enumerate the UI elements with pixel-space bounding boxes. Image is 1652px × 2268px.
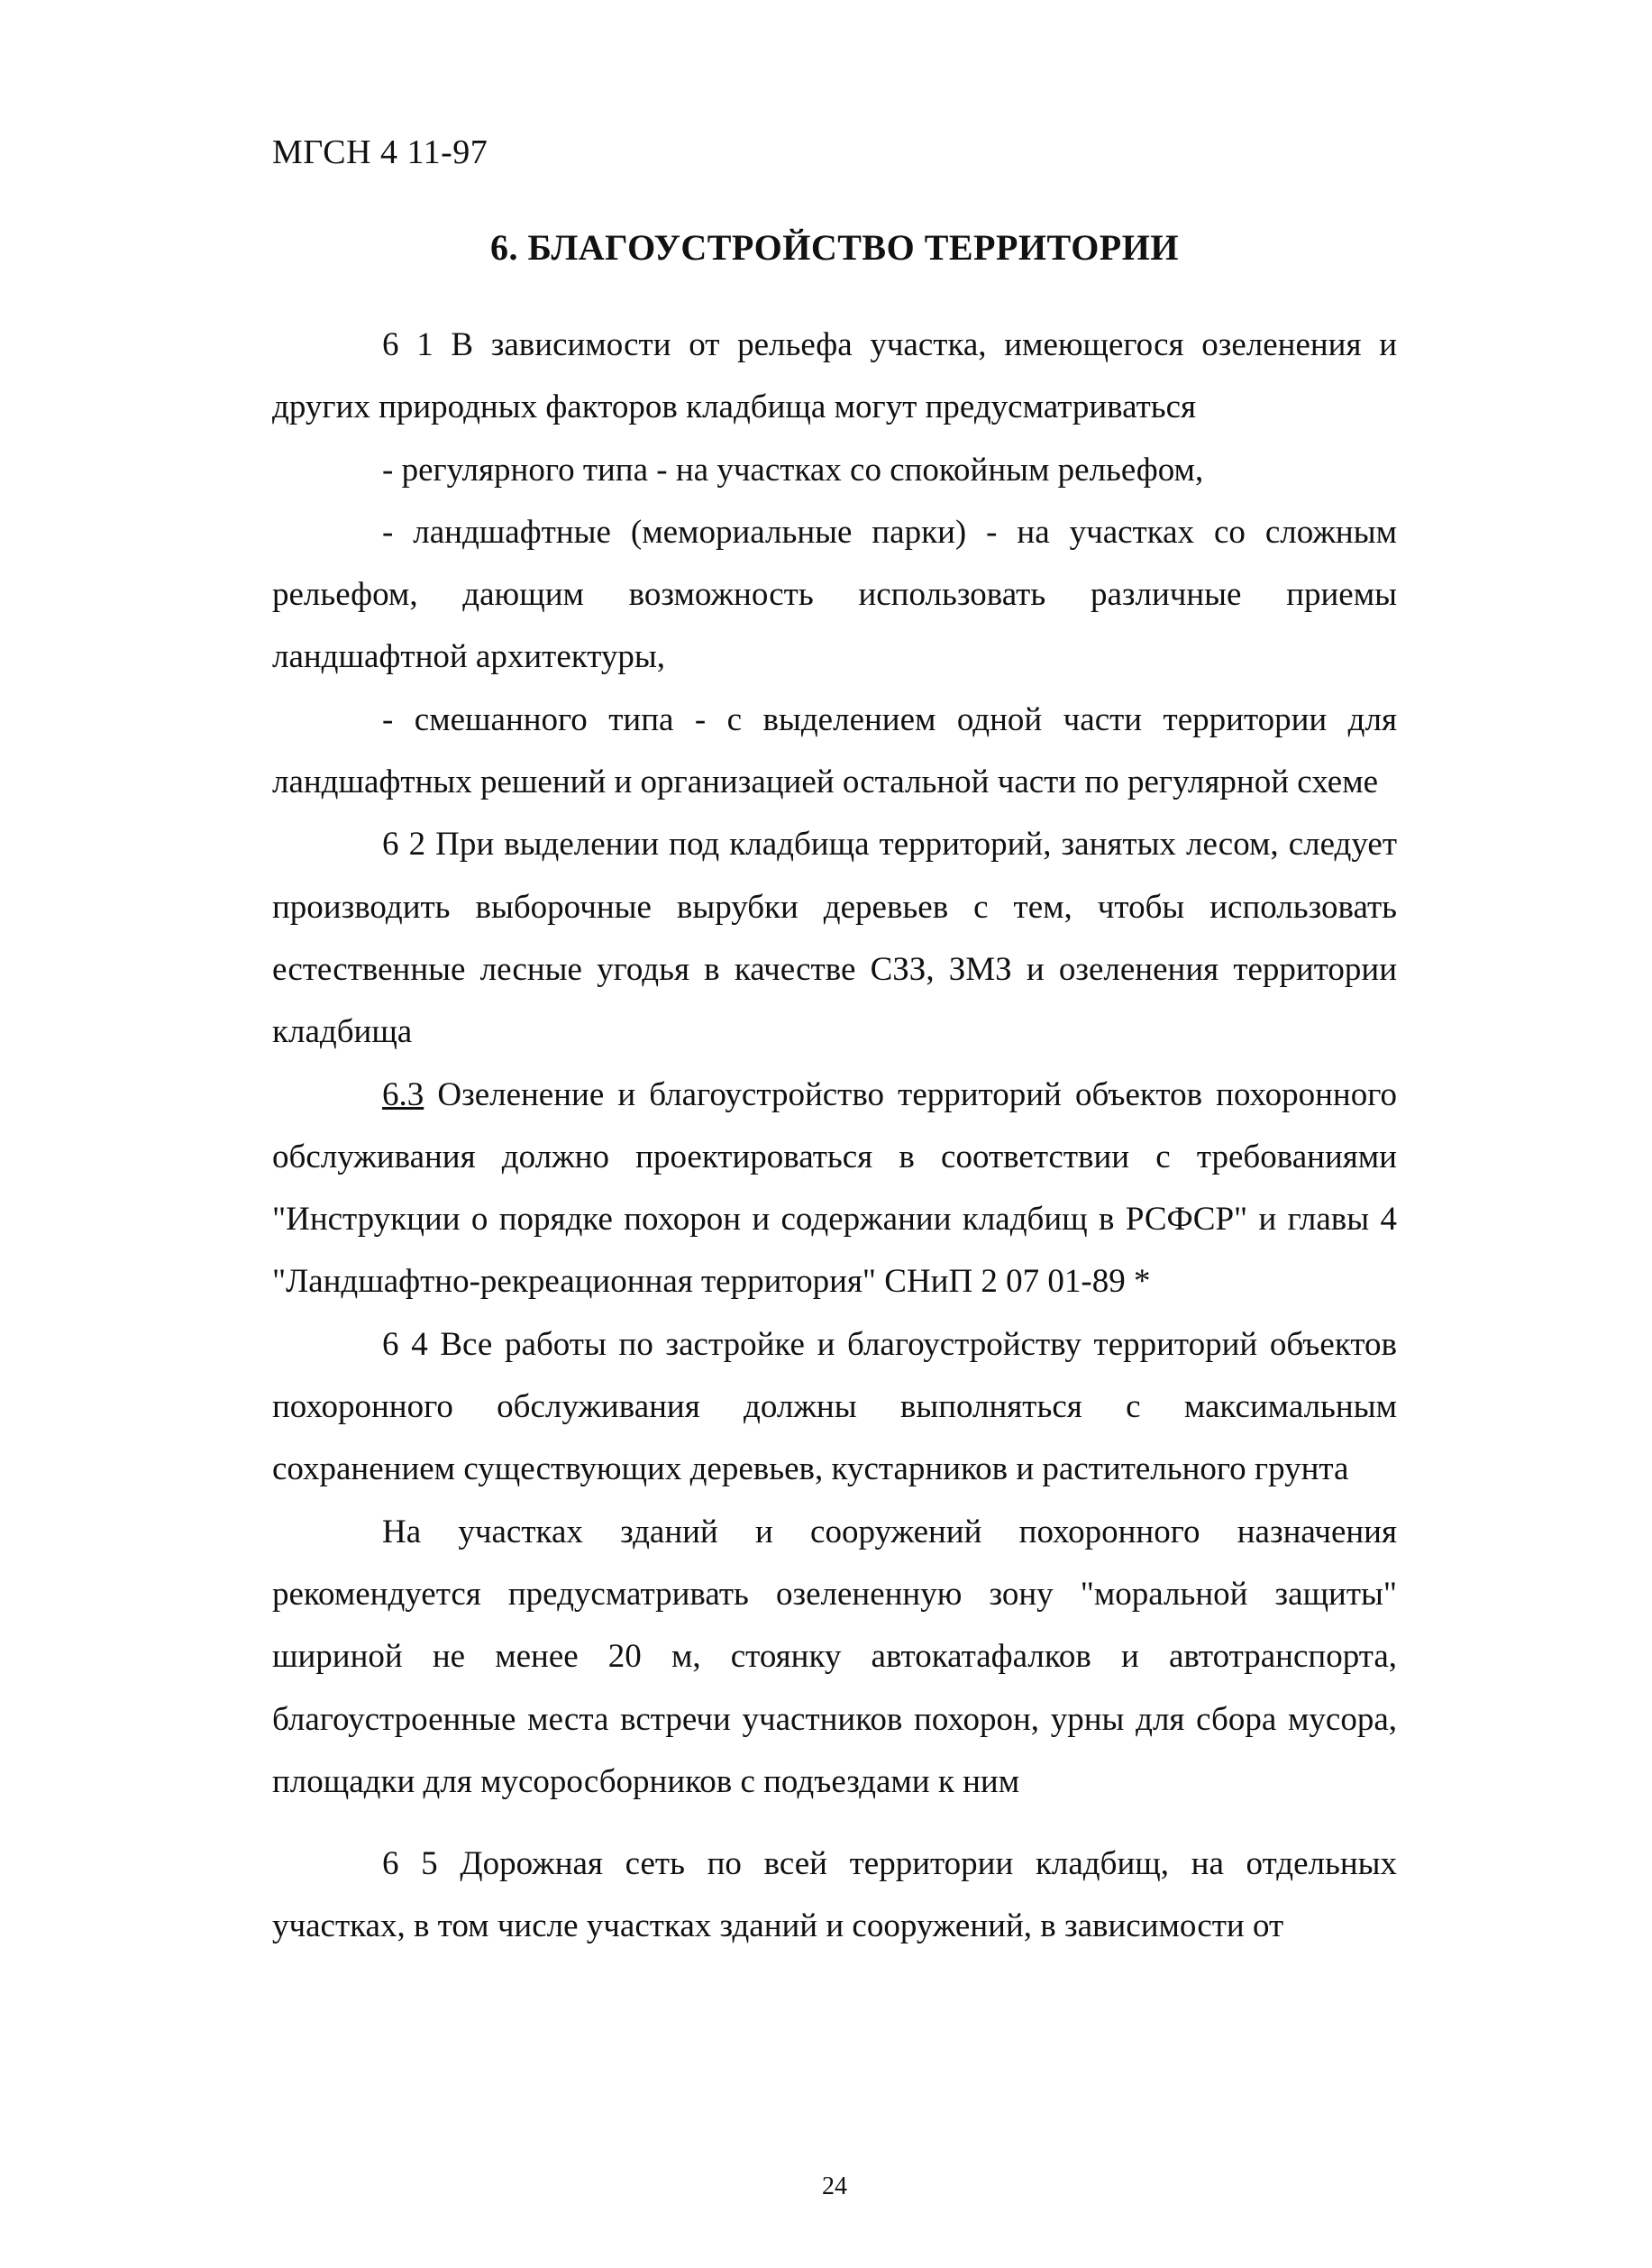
document-body (272, 314, 1397, 1958)
section-title: 6. БЛАГОУСТРОЙСТВО ТЕРРИТОРИИ (490, 227, 1179, 268)
paragraph-6-3 (272, 1064, 1397, 1313)
paragraph-6-3-number: 6.3 (382, 1075, 424, 1113)
paragraph-6-1: 6 1 В зависимости от рельефа участка, имеющегося озеленения и других природных факторов кладбища могут предусматриваться (272, 326, 1397, 426)
paragraph-6-5: 6 5 Дорожная сеть по всей территории кладбищ, на отдельных участках, в том числе участках зданий и сооружений, в зависимости от (272, 1845, 1397, 1945)
paragraph-6-4-continued: На участках зданий и сооружений похоронного назначения рекомендуется предусматривать озелененную зону "моральной защиты" шириной не менее 20 м, стоянку автокатафалков и автотранспорта, благоустроенные места встречи участников похорон, урны для сбора мусора, площадки для мусоросборников с подъездами к ним (272, 1513, 1397, 1800)
paragraph-6-4: 6 4 Все работы по застройке и благоустройству территорий объектов похоронного обслуживания должны выполняться с максимальным сохранением существующих деревьев, кустарников и растительного грунта (272, 1325, 1397, 1488)
list-item-landscape-type: - ландшафтные (мемориальные парки) - на участках со сложным рельефом, дающим возможность использовать различные приемы ландшафтной архитектуры, (272, 513, 1397, 676)
paragraph-6-3-text: Озеленение и благоустройство территорий объектов похоронного обслуживания должно проектироваться в соответствии с требованиями "Инструкции о порядке похорон и содержании кладбищ в РСФСР" и главы 4 "Ландшафтно-рекреационная территория" СНиП 2 07 01-89 * (272, 1075, 1397, 1301)
list-item-mixed-type: - смешанного типа - с выделением одной части территории для ландшафтных решений и организацией остальной части по регулярной схеме (272, 700, 1397, 801)
paragraph-6-2: 6 2 При выделении под кладбища территорий, занятых лесом, следует производить выборочные вырубки деревьев с тем, чтобы использовать естественные лесные угодья в качестве СЗЗ, ЗМЗ и озеленения территории кладбища (272, 826, 1397, 1051)
list-item-regular-type: - регулярного типа - на участках со спокойным рельефом, (382, 451, 1204, 489)
page-number: 24 (822, 2172, 847, 2200)
document-code: МГСН 4 11-97 (272, 133, 488, 171)
